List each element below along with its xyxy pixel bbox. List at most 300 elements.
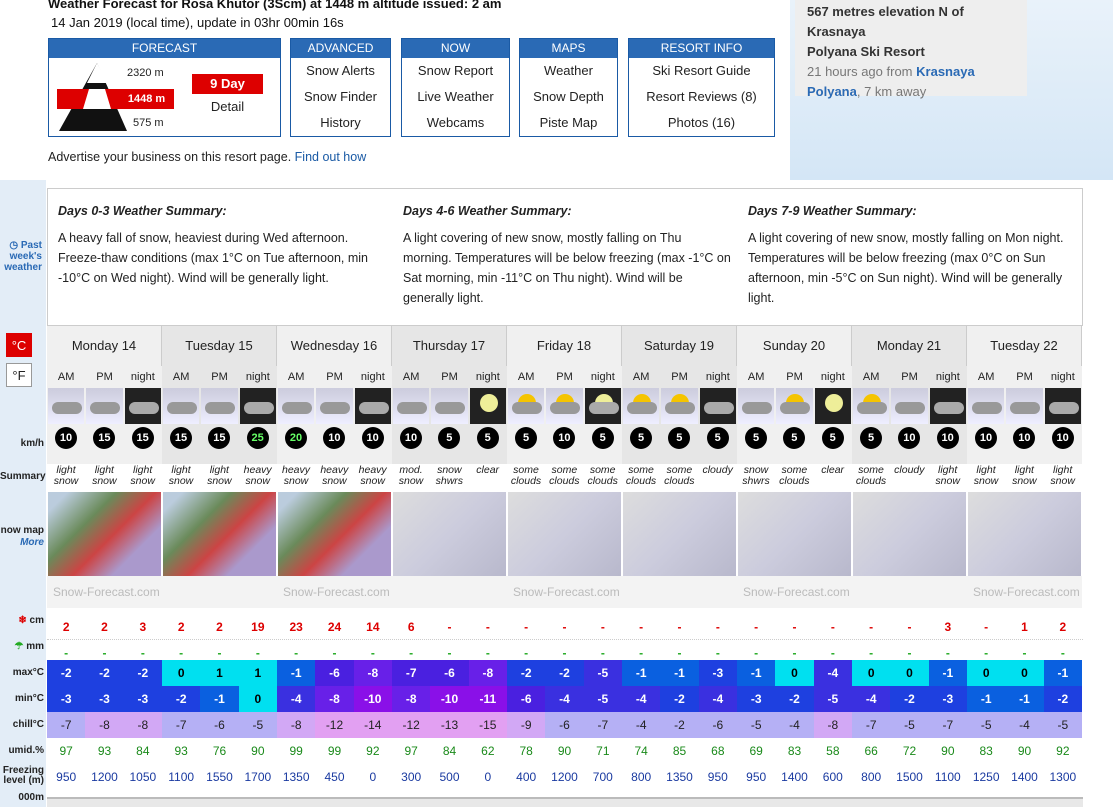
- celsius-button[interactable]: °C: [6, 333, 32, 357]
- summary-text: light snow: [935, 464, 960, 487]
- wind-speed: 25: [247, 427, 269, 449]
- chill-label: chill°C: [12, 719, 44, 730]
- snow-cm: 2: [101, 620, 108, 634]
- day-header: Tuesday 22: [967, 326, 1082, 366]
- weather-icon: [393, 388, 429, 424]
- snow-cm: 2: [177, 620, 185, 634]
- rain-mm: -: [600, 646, 605, 660]
- temp-max: -4: [814, 660, 852, 686]
- temp-max: -6: [430, 660, 468, 686]
- temp-max: 0: [1005, 660, 1043, 686]
- cloud-icon: [320, 402, 350, 414]
- period-label: AM: [862, 371, 880, 383]
- nine-day-button[interactable]: 9 Day: [192, 74, 263, 94]
- summary-days-0-3: [58, 201, 388, 288]
- freezing-level: 1300: [1049, 770, 1077, 784]
- advert-text: Advertise your business on this resort page.: [48, 150, 292, 164]
- period-label: AM: [57, 371, 75, 383]
- wind-speed: 20: [285, 427, 307, 449]
- humid-label: umid.%: [8, 745, 44, 756]
- temp-min: -2: [1044, 686, 1082, 712]
- freezing-label: Freezing level (m): [2, 765, 44, 786]
- snow-map-image[interactable]: [508, 492, 621, 576]
- cloud-icon: [244, 402, 274, 414]
- cloud-icon: [589, 402, 619, 414]
- elevation-top[interactable]: 2320 m: [127, 67, 164, 79]
- summary-text: mod. snow: [398, 464, 424, 487]
- freezing-level: 400: [516, 770, 537, 784]
- temp-min: 0: [239, 686, 277, 712]
- snow-cm: -: [984, 620, 989, 634]
- cloud-icon: [934, 402, 964, 414]
- nav-advanced: [290, 38, 391, 137]
- humidity: 76: [212, 744, 227, 758]
- period-label: PM: [901, 371, 918, 383]
- summary-title: Days 0-3 Weather Summary:: [58, 204, 227, 218]
- snow-cm: 2: [216, 620, 223, 634]
- humidity: 83: [979, 744, 993, 758]
- wind-chill: -8: [277, 712, 315, 738]
- humidity: 90: [941, 744, 955, 758]
- weather-icon: [86, 388, 122, 424]
- rain-mm: -: [485, 646, 490, 660]
- resort-reviews-link[interactable]: Resort Reviews (8): [646, 89, 757, 104]
- polyana-link[interactable]: Polyana: [807, 84, 857, 99]
- wind-chill: -7: [584, 712, 622, 738]
- humidity: 97: [404, 744, 418, 758]
- summary-text: cloudy: [702, 464, 733, 476]
- day-header: Wednesday 16: [277, 326, 392, 366]
- period-label: AM: [517, 371, 535, 383]
- freezing-level: 1200: [551, 770, 578, 784]
- live-weather-link[interactable]: Live Weather: [417, 89, 494, 104]
- temp-max: -5: [584, 660, 622, 686]
- nav-advanced-title: ADVANCED: [291, 39, 390, 58]
- snow-map-image[interactable]: [393, 492, 506, 576]
- rain-mm: -: [984, 646, 989, 660]
- period-label: PM: [1016, 371, 1033, 383]
- rain-icon: ☂: [14, 641, 27, 652]
- temp-min: -10: [354, 686, 392, 712]
- snow-map-image[interactable]: [853, 492, 966, 576]
- period-label: AM: [172, 371, 190, 383]
- temp-min: -2: [660, 686, 698, 712]
- panel-line3: 21 hours ago from: [807, 64, 913, 79]
- freezing-level: 500: [439, 770, 460, 784]
- snow-map-image[interactable]: [968, 492, 1081, 576]
- snow-cm: -: [907, 620, 912, 634]
- temp-min: -1: [200, 686, 238, 712]
- panel-line4: , 7 km away: [856, 84, 927, 99]
- elevation-bottom[interactable]: 575 m: [133, 117, 164, 129]
- rain-mm: -: [409, 646, 414, 660]
- summary-text: snow shwrs: [742, 464, 770, 487]
- wind-chill: -12: [315, 712, 353, 738]
- weather-icon: [968, 388, 1004, 424]
- wind-speed: 5: [707, 427, 729, 449]
- wind-chill: -5: [967, 712, 1005, 738]
- cloud-icon: [627, 402, 657, 414]
- weather-icon: [585, 388, 621, 424]
- period-label: AM: [287, 371, 305, 383]
- left-label-bar: [0, 180, 46, 807]
- day-header: Thursday 17: [392, 326, 507, 366]
- cloud-icon: [742, 402, 772, 414]
- temp-max: -2: [85, 660, 123, 686]
- rain-mm: -: [792, 646, 797, 660]
- temp-min: -10: [430, 686, 468, 712]
- rain-mm: -: [294, 646, 299, 660]
- map-watermark: Snow-Forecast.com: [507, 576, 622, 608]
- summary-text: light snow: [53, 464, 79, 487]
- freezing-level: 1500: [896, 770, 923, 784]
- period-label: PM: [211, 371, 228, 383]
- rain-mm: -: [945, 646, 950, 660]
- period-label: AM: [747, 371, 765, 383]
- temp-min: -5: [814, 686, 852, 712]
- wind-speed: 5: [592, 427, 614, 449]
- freezing-level: 1250: [972, 770, 1000, 784]
- temp-min: -4: [277, 686, 315, 712]
- wind-chill: -2: [660, 712, 698, 738]
- summary-text: clear: [476, 464, 500, 476]
- elevation-mid[interactable]: 1448 m: [119, 89, 174, 109]
- summary-text: heavy snow: [243, 464, 272, 487]
- freezing-level: 300: [401, 770, 422, 784]
- cloud-icon: [780, 402, 810, 414]
- cloud-icon: [129, 402, 159, 414]
- period-label: AM: [977, 371, 995, 383]
- summary-label: Summary: [0, 471, 46, 482]
- map-watermark: [622, 576, 737, 608]
- snow-map-image[interactable]: [163, 492, 276, 576]
- snow-cm: -: [562, 620, 567, 634]
- temp-min: -3: [47, 686, 85, 712]
- resort-guide-link[interactable]: Ski Resort Guide: [652, 63, 751, 78]
- snow-cm: 2: [62, 620, 70, 634]
- wind-chill: -5: [1044, 712, 1082, 738]
- mountain-icon: [57, 63, 127, 133]
- forecast-header: [48, 0, 501, 32]
- header-line2: 14 Jan 2019 (local time), update in 03hr 00min 16s: [51, 15, 344, 30]
- weather-icon: [163, 388, 199, 424]
- humidity: 90: [1017, 744, 1032, 758]
- nav-now: [401, 38, 510, 137]
- rain-mm: -: [140, 646, 145, 660]
- humidity: 58: [826, 744, 840, 758]
- rain-mm: -: [179, 646, 184, 660]
- wind-speed: 10: [1013, 427, 1035, 449]
- temp-max: 0: [890, 660, 928, 686]
- temp-max: -2: [124, 660, 162, 686]
- summary-text: heavy snow: [320, 464, 349, 487]
- history-link[interactable]: History: [320, 115, 361, 130]
- humidity: 66: [864, 744, 878, 758]
- summary-days-4-6: [403, 201, 733, 308]
- summary-text: some clouds: [664, 464, 695, 487]
- temp-max: 1: [200, 660, 238, 686]
- map-watermark: Snow-Forecast.com: [47, 576, 162, 608]
- detail-link[interactable]: Detail: [210, 99, 245, 114]
- rain-mm: -: [447, 646, 452, 660]
- past-weather-text: Past week's weather: [4, 240, 42, 273]
- freezing-level: 950: [746, 770, 767, 784]
- weather-icon: [48, 388, 84, 424]
- max-label: max°C: [12, 667, 44, 678]
- day-header: Saturday 19: [622, 326, 737, 366]
- wind-chill: -8: [85, 712, 123, 738]
- temp-min: -3: [929, 686, 967, 712]
- humidity: 74: [634, 744, 648, 758]
- day-header: Monday 14: [47, 326, 162, 366]
- rain-mm: -: [255, 646, 260, 660]
- past-weather-link[interactable]: [0, 240, 42, 273]
- weather-summary: [47, 188, 1083, 326]
- freezing-level: 800: [631, 770, 652, 784]
- rain-mm: -: [869, 646, 874, 660]
- wind-speed: 10: [898, 427, 920, 449]
- temp-min: -8: [392, 686, 430, 712]
- snow-cm: 23: [289, 620, 303, 634]
- snow-cm: -: [754, 620, 759, 634]
- summary-text: light snow: [973, 464, 999, 487]
- weather-icon: [355, 388, 391, 424]
- freezing-level: 0: [484, 770, 492, 784]
- rain-mm: -: [332, 646, 337, 660]
- period-label: night: [360, 371, 385, 383]
- temp-max: -2: [47, 660, 85, 686]
- weather-icon: [470, 388, 506, 424]
- temp-min: -3: [737, 686, 775, 712]
- summary-text: light snow: [207, 464, 232, 487]
- temp-min: -4: [545, 686, 583, 712]
- humidity: 72: [902, 744, 917, 758]
- wind-chill: -4: [622, 712, 660, 738]
- snow-finder-link[interactable]: Snow Finder: [304, 89, 377, 104]
- wind-chill: -7: [162, 712, 200, 738]
- clock-icon: ◷: [9, 240, 21, 251]
- summary-text: light snow: [92, 464, 117, 487]
- weather-icon: [623, 388, 659, 424]
- temp-max: -6: [315, 660, 353, 686]
- freezing-level: 950: [56, 770, 77, 784]
- summary-text: light snow: [1050, 464, 1075, 487]
- period-label: night: [935, 371, 960, 383]
- freezing-level: 1350: [666, 770, 693, 784]
- freezing-level: 1100: [168, 770, 195, 784]
- more-link[interactable]: More: [20, 537, 44, 548]
- snow-map-image[interactable]: [738, 492, 851, 576]
- rain-mm: -: [907, 646, 912, 660]
- piste-map-link[interactable]: Piste Map: [539, 115, 598, 130]
- cm-label: cm: [29, 615, 44, 626]
- temp-max: 0: [775, 660, 813, 686]
- freezing-level: 600: [822, 770, 843, 784]
- cloud-icon: [90, 402, 120, 414]
- wind-chill: -14: [354, 712, 392, 738]
- snow-cm: -: [792, 620, 797, 634]
- summary-text: some clouds: [779, 464, 810, 487]
- snow-report-link[interactable]: Snow Report: [417, 63, 494, 78]
- advert-line: [48, 150, 366, 164]
- humidity: 84: [136, 744, 150, 758]
- weather-icon: [930, 388, 966, 424]
- live-weather-panel: [795, 0, 1027, 99]
- summary-text: cloudy: [894, 464, 925, 476]
- wind-speed: 15: [132, 427, 154, 449]
- snow-map-image[interactable]: [48, 492, 161, 576]
- humidity: 68: [711, 744, 725, 758]
- freezing-level: 800: [861, 770, 882, 784]
- base-label: 000m: [18, 792, 44, 803]
- wind-speed: 10: [937, 427, 959, 449]
- temp-max: -7: [392, 660, 430, 686]
- humidity: 97: [59, 744, 73, 758]
- krasnaya-link[interactable]: Krasnaya: [916, 64, 975, 79]
- wind-speed: 10: [1052, 427, 1074, 449]
- weather-icon: [278, 388, 314, 424]
- weather-map-link[interactable]: Weather: [544, 63, 593, 78]
- snow-cm: 24: [327, 620, 342, 634]
- map-watermark: [162, 576, 277, 608]
- wind-speed: 15: [170, 427, 192, 449]
- summary-text: light snow: [130, 464, 155, 487]
- cloud-icon: [857, 402, 887, 414]
- fahrenheit-button[interactable]: °F: [6, 363, 32, 387]
- wind-chill: -6: [545, 712, 583, 738]
- temp-min: -4: [699, 686, 737, 712]
- snow-cm: 3: [139, 620, 147, 634]
- wind-label: km/h: [20, 438, 44, 449]
- humidity: 62: [481, 744, 495, 758]
- wind-chill: -7: [47, 712, 85, 738]
- photos-link[interactable]: Photos (16): [667, 115, 736, 130]
- period-label: night: [820, 371, 845, 383]
- rain-mm: -: [639, 646, 644, 660]
- humidity: 99: [327, 744, 342, 758]
- temp-min: -2: [162, 686, 200, 712]
- snow-cm: 1: [1021, 620, 1028, 634]
- snow-cm: -: [447, 620, 452, 634]
- temp-max: -1: [277, 660, 315, 686]
- temp-max: -3: [699, 660, 737, 686]
- sun-icon: [480, 394, 498, 412]
- temp-max: 1: [239, 660, 277, 686]
- weather-icon: [1045, 388, 1081, 424]
- humidity: 84: [442, 744, 457, 758]
- cloud-icon: [435, 402, 465, 414]
- summary-text: heavy snow: [281, 464, 311, 487]
- humidity: 92: [366, 744, 380, 758]
- webcams-link[interactable]: Webcams: [426, 115, 485, 130]
- wind-speed: 10: [553, 427, 575, 449]
- summary-text: A heavy fall of snow, heaviest during Wed afternoon. Freeze-thaw conditions (max 1°C on Tue afternoon, min -10°C on Wed night). Wind will be generally light.: [58, 231, 369, 285]
- temp-max: -1: [737, 660, 775, 686]
- temp-max: 0: [162, 660, 200, 686]
- period-label: PM: [786, 371, 803, 383]
- rain-mm: -: [64, 646, 69, 660]
- snow-alerts-link[interactable]: Snow Alerts: [306, 63, 375, 78]
- snow-cm: 3: [944, 620, 952, 634]
- period-label: AM: [402, 371, 420, 383]
- cloud-icon: [895, 402, 925, 414]
- wind-speed: 10: [362, 427, 384, 449]
- summary-text: some clouds: [549, 464, 580, 487]
- wind-speed: 5: [783, 427, 805, 449]
- cloud-icon: [972, 402, 1002, 414]
- min-label: min°C: [15, 693, 44, 704]
- weather-icon: [508, 388, 544, 424]
- header-line1: Weather Forecast for Rosa Khutor (3Scm) at 1448 m altitude issued: 2 am: [48, 0, 502, 11]
- period-label: PM: [556, 371, 573, 383]
- wind-speed: 10: [55, 427, 77, 449]
- weather-icon: [1006, 388, 1042, 424]
- wind-chill: -7: [929, 712, 967, 738]
- panel-line2: Polyana Ski Resort: [807, 44, 925, 59]
- weather-icon: [853, 388, 889, 424]
- wind-chill: -5: [737, 712, 775, 738]
- temp-min: -6: [507, 686, 545, 712]
- weather-icon: [700, 388, 736, 424]
- snow-cm: -: [485, 620, 490, 634]
- snow-cm: -: [677, 620, 682, 634]
- snow-cm: 19: [251, 620, 265, 634]
- wind-speed: 10: [400, 427, 422, 449]
- summary-text: A light covering of new snow, mostly falling on Thu morning. Temperatures will be below freezing (max -1°C on Sat morning, min -11°C on Thu night). Wind will be generally light.: [403, 231, 731, 305]
- freezing-level: 700: [592, 770, 613, 784]
- nav-maps: [519, 38, 618, 137]
- period-label: night: [475, 371, 500, 383]
- wind-speed: 15: [208, 427, 230, 449]
- freezing-level: 1350: [282, 770, 310, 784]
- snow-cm: -: [524, 620, 529, 634]
- wind-chill: -15: [469, 712, 507, 738]
- rain-mm: -: [754, 646, 759, 660]
- rain-mm: -: [1060, 646, 1065, 660]
- cloud-icon: [167, 402, 197, 414]
- snow-map-image[interactable]: [623, 492, 736, 576]
- humidity: 93: [97, 744, 112, 758]
- temp-max: -1: [660, 660, 698, 686]
- period-label: night: [705, 371, 730, 383]
- temp-max: 0: [967, 660, 1005, 686]
- snow-map-image[interactable]: [278, 492, 391, 576]
- wind-chill: -4: [1005, 712, 1043, 738]
- wind-speed: 5: [668, 427, 690, 449]
- period-label: night: [590, 371, 615, 383]
- weather-icon: [125, 388, 161, 424]
- snow-cm: -: [600, 620, 605, 634]
- wind-speed: 5: [515, 427, 537, 449]
- period-label: AM: [632, 371, 650, 383]
- humidity: 85: [672, 744, 687, 758]
- day-header: Monday 21: [852, 326, 967, 366]
- map-watermark: Snow-Forecast.com: [737, 576, 852, 608]
- humidity: 69: [749, 744, 763, 758]
- mm-label: mm: [26, 641, 44, 652]
- find-out-how-link[interactable]: Find out how: [294, 150, 367, 164]
- summary-text: some clouds: [587, 464, 618, 487]
- period-label: PM: [326, 371, 343, 383]
- weather-icon: [738, 388, 774, 424]
- period-label: PM: [671, 371, 688, 383]
- map-watermark: [852, 576, 967, 608]
- weather-icon: [661, 388, 697, 424]
- cloud-icon: [1049, 402, 1079, 414]
- summary-text: A light covering of new snow, mostly falling on Mon night. Temperatures will be below freezing (max 0°C on Sun afternoon, min -5°C on Sun night). Wind will be generally light.: [748, 231, 1064, 305]
- humidity: 92: [1056, 744, 1070, 758]
- snow-depth-link[interactable]: Snow Depth: [533, 89, 604, 104]
